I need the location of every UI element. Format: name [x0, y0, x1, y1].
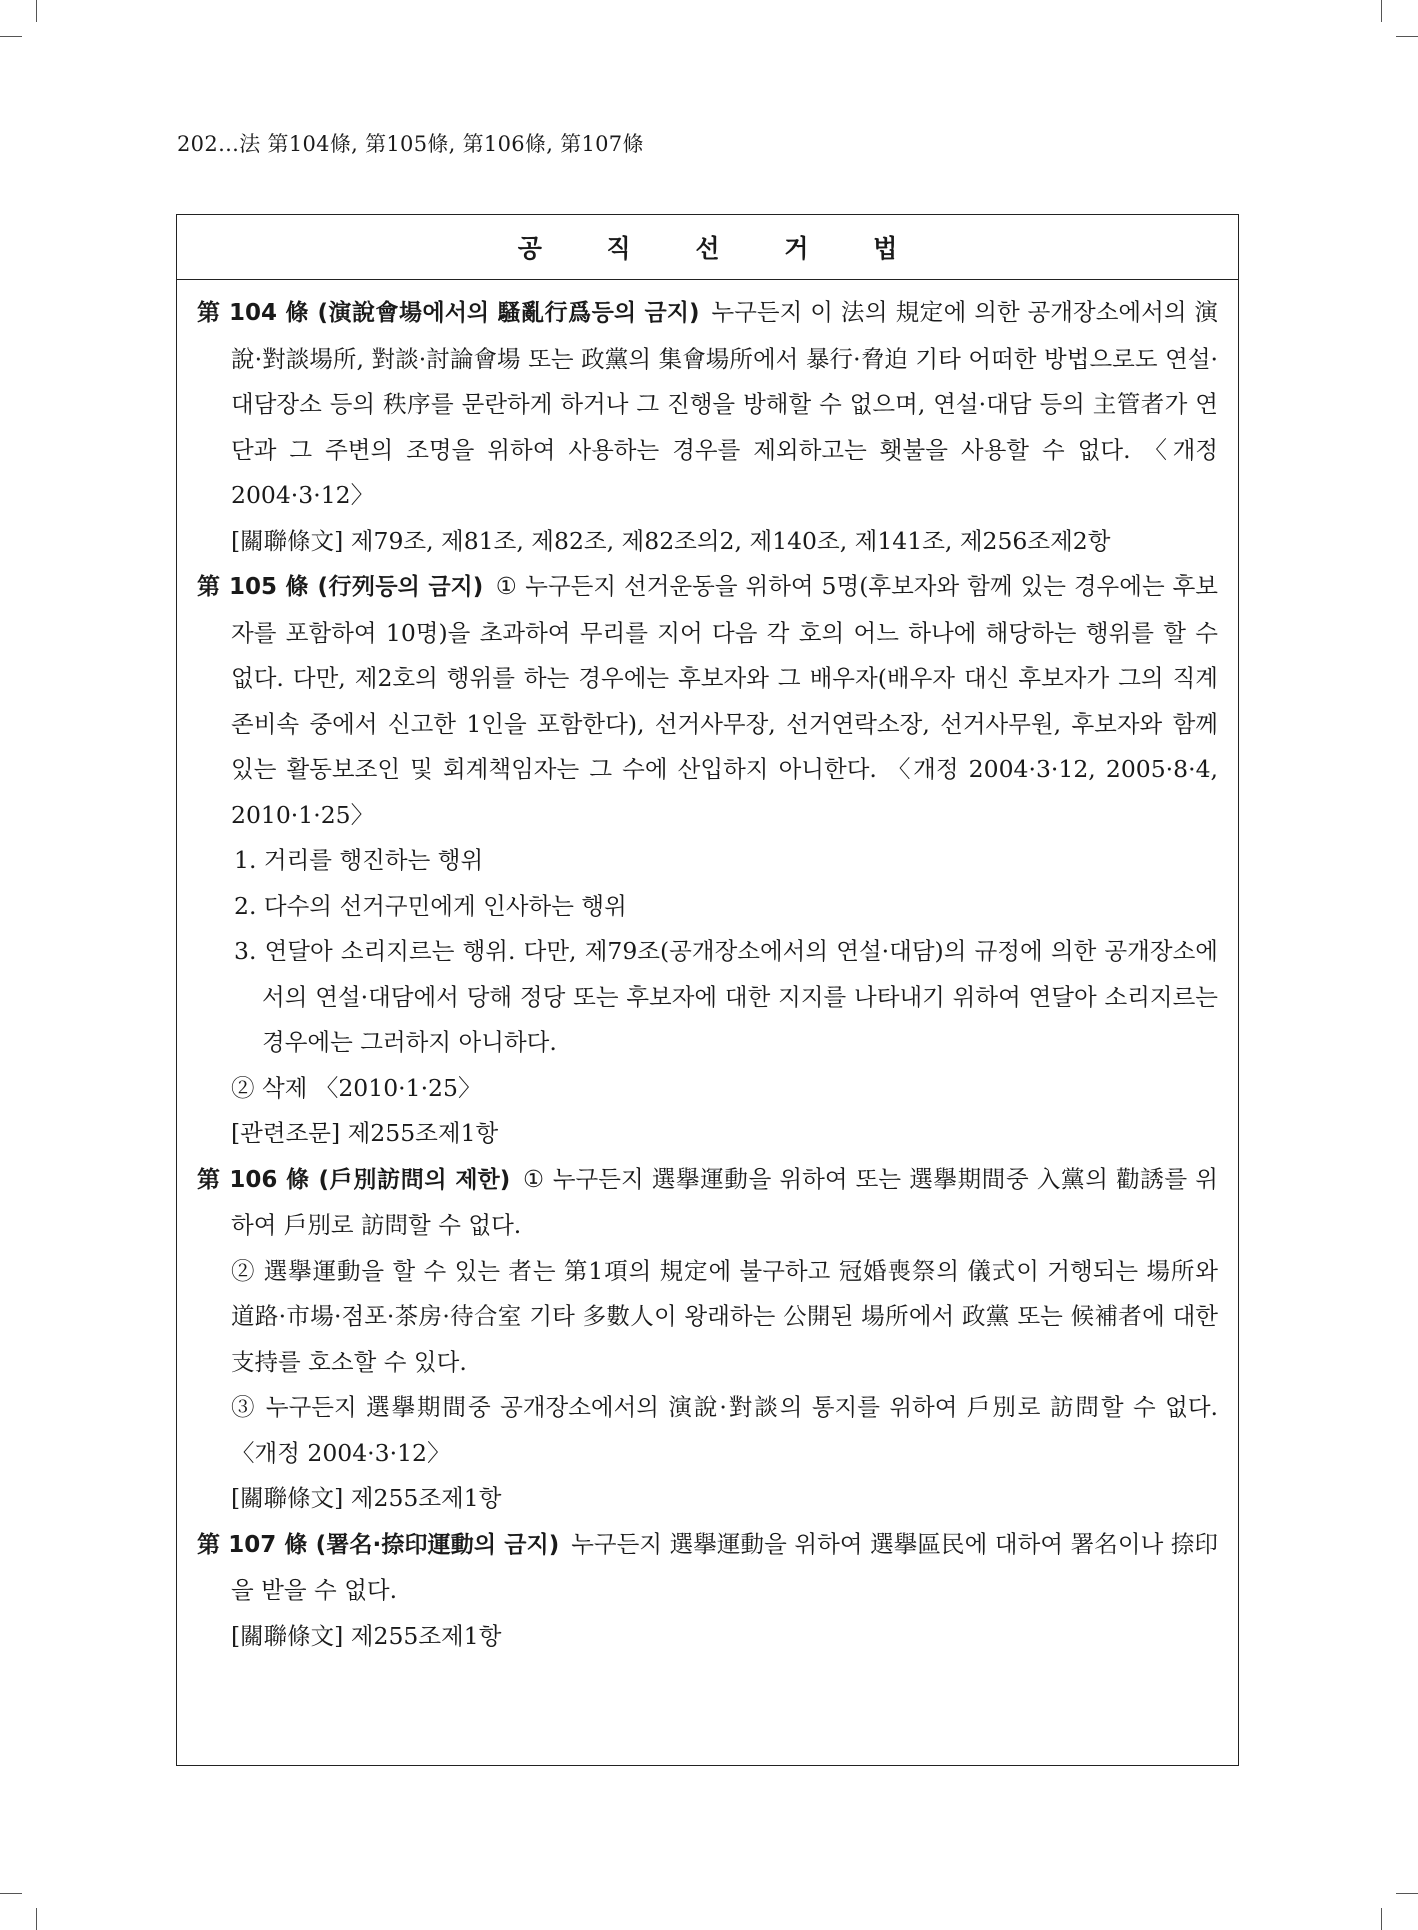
article-106 [197, 1157, 1218, 1522]
crop-mark [0, 1893, 22, 1894]
article-107-body: 누구든지 選擧運動을 위하여 選擧區民에 대하여 署名이나 捺印을 받을 수 없다. [231, 1529, 1218, 1604]
crop-mark [1396, 1893, 1418, 1894]
article-104-body: 누구든지 이 法의 規定에 의한 공개장소에서의 演說·對談場所, 對談·討論會場 또는 政黨의 集會場所에서 暴行·脅迫 기타 어떠한 방법으로도 연설·대담장소 등의 秩序를 문란하게 하거나 그 진행을 방해할 수 없으며, 연설·대담 등의 主管者가 연단과 그 주변의 조명을 위하여 사용하는 경우를 제외하고는 횃불을 사용할 수 없다. 〈개정 2004·3·12〉 [231, 298, 1218, 509]
law-text-box [176, 214, 1239, 1766]
box-content [177, 280, 1238, 1659]
article-105-item-1: 1. 거리를 행진하는 행위 [234, 846, 484, 874]
article-105-item-2: 2. 다수의 선거구민에게 인사하는 행위 [234, 891, 627, 920]
article-106-body: ① 누구든지 選擧運動을 위하여 또는 選擧期間중 入黨의 勸誘를 위하여 戶別로 訪問할 수 없다. [231, 1164, 1218, 1239]
crop-mark [1396, 36, 1418, 37]
article-107-heading: 第 107 條 (署名·捺印運動의 금지) [197, 1531, 560, 1558]
crop-mark [1381, 1908, 1382, 1930]
article-107-text [197, 1522, 1218, 1614]
box-title: 공 직 선 거 법 [177, 215, 1238, 280]
article-106-heading: 第 106 條 (戶別訪問의 제한) [197, 1166, 511, 1193]
crop-mark [36, 0, 37, 22]
article-105-text [197, 564, 1218, 838]
article-105-related: [관련조문] 제255조제1항 [231, 1119, 499, 1147]
article-105-heading: 第 105 條 (行列등의 금지) [197, 574, 484, 600]
running-head: 202…法 第104條, 第105條, 第106條, 第107條 [177, 132, 644, 156]
article-105 [197, 564, 1218, 1157]
article-104-text [197, 290, 1218, 519]
article-106-related: [關聯條文] 제255조제1항 [231, 1484, 502, 1512]
article-104-related: [關聯條文] 제79조, 제81조, 제82조, 제82조의2, 제140조, 제141조, 제256조제2항 [231, 526, 1111, 555]
article-106-paragraph-3: ③ 누구든지 選擧期間중 공개장소에서의 演說·對談의 통지를 위하여 戶別로 訪問할 수 없다. 〈개정 2004·3·12〉 [231, 1393, 1218, 1467]
article-106-text [197, 1157, 1218, 1249]
article-105-item-3: 3. 연달아 소리지르는 행위. 다만, 제79조(공개장소에서의 연설·대담)의 규정에 의한 공개장소에서의 연설·대담에서 당해 정당 또는 후보자에 대한 지지를 나타내기 위하여 연달아 소리지르는 경우에는 그러하지 아니하다. [234, 937, 1218, 1056]
article-105-paragraph-2: ② 삭제 〈2010·1·25〉 [231, 1073, 482, 1102]
article-106-paragraph-2: ② 選擧運動을 할 수 있는 者는 第1項의 規定에 불구하고 冠婚喪祭의 儀式이 거행되는 場所와 道路·市場·점포·茶房·待合室 기타 多數人이 왕래하는 公開된 場所에서 政黨 또는 候補者에 대한 支持를 호소할 수 있다. [231, 1256, 1218, 1376]
crop-mark [36, 1908, 37, 1930]
crop-mark [1381, 0, 1382, 22]
article-104-heading: 第 104 條 (演說會場에서의 騷亂行爲등의 금지) [197, 300, 700, 326]
crop-mark [0, 36, 22, 37]
article-104 [197, 290, 1218, 564]
article-105-body: ① 누구든지 선거운동을 위하여 5명(후보자와 함께 있는 경우에는 후보자를 포함하여 10명)을 초과하여 무리를 지어 다음 각 호의 어느 하나에 해당하는 행위를 할 수 없다. 다만, 제2호의 행위를 하는 경우에는 후보자와 그 배우자(배우자 대신 후보자가 그의 직계존비속 중에서 신고한 1인을 포함한다), 선거사무장, 선거연락소장, 선거사무원, 후보자와 함께 있는 활동보조인 및 회계책임자는 그 수에 산입하지 아니한다. 〈개정 2004·3·12, 2005·8·4, 2010·1·25〉 [231, 572, 1219, 829]
article-107-related: [關聯條文] 제255조제1항 [231, 1621, 502, 1650]
article-107 [197, 1522, 1218, 1660]
